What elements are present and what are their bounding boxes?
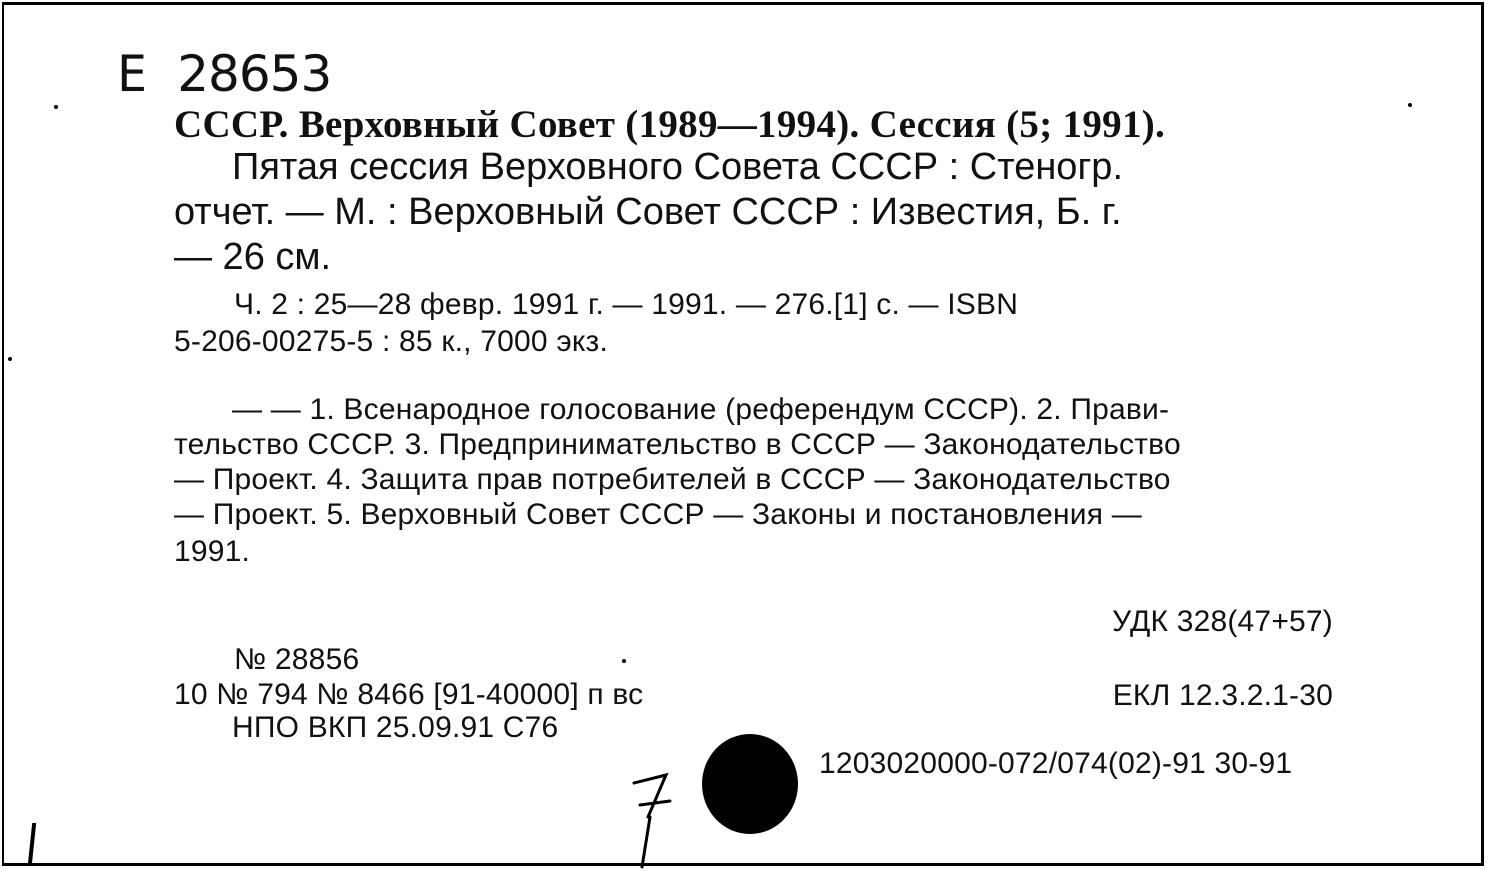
- classification-code: 1203020000-072/074(02)-91 30-91: [819, 747, 1293, 780]
- printing-line-1: № 28856: [234, 643, 360, 676]
- title-line-1: Пятая сессия Верховного Совета СССР : Стеногр.: [232, 146, 1123, 188]
- part-line-2: 5-206-00275-5 : 85 к., 7000 экз.: [174, 325, 608, 358]
- edge-mark: [28, 823, 36, 865]
- card-heading: СССР. Верховный Совет (1989—1994). Сессия (5; 1991).: [174, 103, 1166, 146]
- title-line-3: — 26 см.: [174, 236, 332, 278]
- handwritten-mark: [626, 771, 686, 871]
- subject-line-4: — Проект. 5. Верховный Совет СССР — Законы и постановления —: [174, 498, 1142, 531]
- call-number: [117, 45, 332, 103]
- speck: [1408, 103, 1412, 107]
- subject-line-1: — — 1. Всенародное голосование (референдум СССР). 2. Прави-: [232, 393, 1170, 426]
- title-line-2: отчет. — М. : Верховный Совет СССР : Известия, Б. г.: [174, 191, 1122, 233]
- punch-hole: [702, 734, 798, 834]
- subject-line-5: 1991.: [174, 535, 251, 568]
- udk-code: УДК 328(47+57): [1112, 605, 1333, 638]
- call-number-value: 28653: [177, 45, 332, 103]
- speck: [622, 659, 626, 663]
- speck: [54, 105, 58, 109]
- printing-line-3: НПО ВКП 25.09.91 С76: [232, 711, 559, 744]
- subject-line-3: — Проект. 4. Защита прав потребителей в СССР — Законодательство: [174, 463, 1171, 496]
- subject-line-2: тельство СССР. 3. Предпринимательство в СССР — Законодательство: [174, 428, 1181, 461]
- part-line-1: Ч. 2 : 25—28 февр. 1991 г. — 1991. — 276.[1] с. — ISBN: [234, 288, 1019, 321]
- catalog-card: [2, 2, 1484, 866]
- ekl-code: ЕКЛ 12.3.2.1-30: [1112, 679, 1333, 712]
- call-number-letter: E: [117, 45, 148, 103]
- printing-line-2: 10 № 794 № 8466 [91-40000] п вс: [174, 678, 644, 711]
- speck: [8, 357, 12, 361]
